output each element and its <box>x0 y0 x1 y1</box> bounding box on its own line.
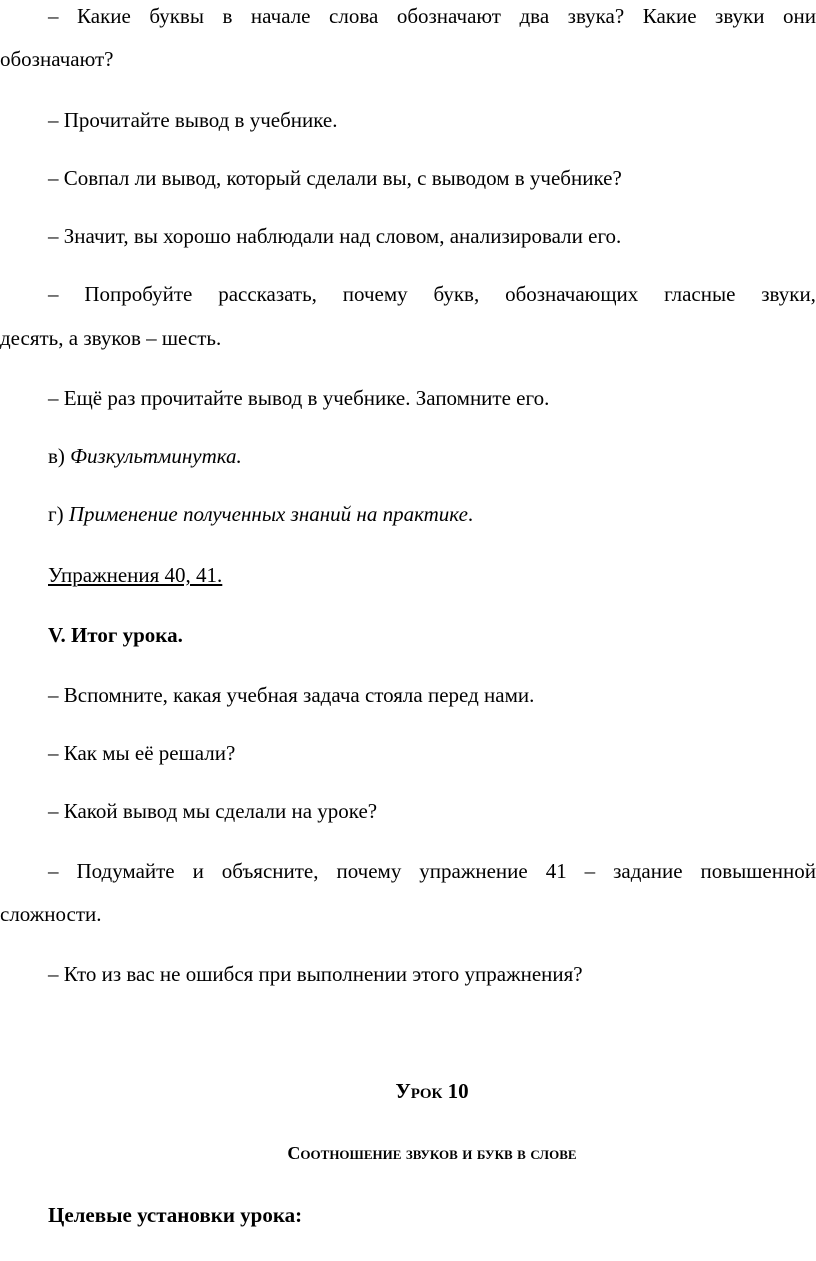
paragraph-who-no-mistake: – Кто из вас не ошибся при выполнении этого упражнения? <box>48 962 583 986</box>
question-paragraph-line1: – Какие буквы в начале слова обозначают два звука? Какие звуки они <box>48 4 816 28</box>
section-practice: г) Применение полученных знаний на практике. <box>48 502 474 526</box>
section-practice-title: Применение полученных знаний на практике <box>68 502 468 526</box>
exercises-reference: Упражнения 40, 41. <box>48 563 223 587</box>
paragraph-what-conclusion: – Какой вывод мы сделали на уроке? <box>48 799 378 823</box>
paragraph-how-solved: – Как мы её решали? <box>48 741 236 765</box>
paragraph-try-explain-line1: – Попробуйте рассказать, почему букв, обозначающих гласные звуки, <box>48 282 816 306</box>
paragraph-recall-task: – Вспомните, какая учебная задача стояла перед нами. <box>48 683 535 707</box>
section-physical-break-title: Физкультминутка. <box>70 444 242 468</box>
paragraph-read-conclusion: – Прочитайте вывод в учебнике. <box>48 108 338 132</box>
paragraph-conclusion-match: – Совпал ли вывод, который сделали вы, с выводом в учебнике? <box>48 166 622 190</box>
paragraph-read-again: – Ещё раз прочитайте вывод в учебнике. Запомните его. <box>48 386 550 410</box>
paragraph-think-explain-line1: – Подумайте и объясните, почему упражнение 41 – задание повышенной <box>48 859 816 883</box>
section-physical-break: в) Физкультминутка. <box>48 444 242 468</box>
paragraph-observed-well: – Значит, вы хорошо наблюдали над словом, анализировали его. <box>48 224 622 248</box>
lesson-title: Урок 10 <box>395 1079 469 1103</box>
paragraph-try-explain-line2: десять, а звуков – шесть. <box>0 326 222 350</box>
lesson-summary-heading: V. Итог урока. <box>48 623 183 647</box>
lesson-subtitle: Соотношение звуков и букв в слове <box>287 1143 577 1163</box>
lesson-goals-heading: Целевые установки урока: <box>48 1203 303 1227</box>
question-paragraph-line2: обозначают? <box>0 47 114 71</box>
paragraph-think-explain-line2: сложности. <box>0 902 102 926</box>
